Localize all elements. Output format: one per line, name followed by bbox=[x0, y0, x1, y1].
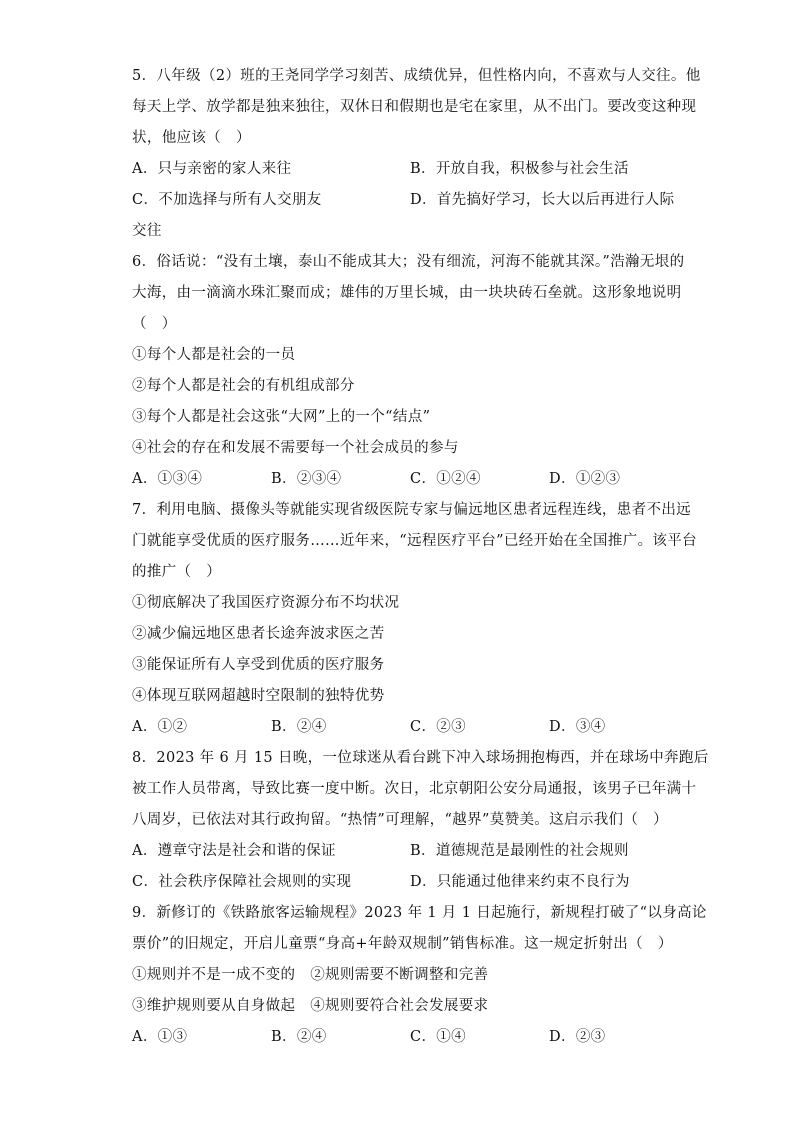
q6-statement-4: ④社会的存在和发展不需要每一个社会成员的参与 bbox=[132, 440, 459, 456]
q9-option-d: D．②③ bbox=[549, 1029, 606, 1045]
q6-stem-line-1: 6．俗话说：“没有土壤，泰山不能成其大；没有细流，河海不能就其深。”浩瀚无垠的 bbox=[132, 254, 685, 270]
q5-option-c: C．不加选择与所有人交朋友 bbox=[132, 192, 322, 208]
q7-option-a: A．①② bbox=[132, 719, 188, 735]
q5-stem-line-1: 5．八年级（2）班的王尧同学学习刻苦、成绩优异，但性格内向，不喜欢与人交往。他 bbox=[132, 68, 701, 84]
q8-stem-line-3: 八周岁，已依法对其行政拘留。“热情”可理解，“越界”莫赞美。这启示我们（ ） bbox=[132, 812, 668, 828]
q6-option-c: C．①②④ bbox=[410, 471, 481, 487]
q7-option-c: C．②③ bbox=[410, 719, 466, 735]
q6-statement-3: ③每个人都是社会这张“大网”上的一个“结点” bbox=[132, 409, 431, 425]
q9-stem-line-1: 9．新修订的《铁路旅客运输规程》2023 年 1 月 1 日起施行，新规程打破了“以身高论 bbox=[132, 905, 707, 921]
q6-option-a: A．①③④ bbox=[132, 471, 203, 487]
q9-statements-3-4: ③维护规则要从自身做起 ④规则要符合社会发展要求 bbox=[132, 998, 489, 1014]
q5-option-b: B．开放自我，积极参与社会生活 bbox=[410, 161, 629, 177]
q5-stem-line-3: 状，他应该（ ） bbox=[132, 130, 251, 146]
q8-option-a: A．遵章守法是社会和谐的保证 bbox=[132, 843, 336, 859]
q6-stem-line-2: 大海，由一滴滴水珠汇聚而成；雄伟的万里长城，由一块块砖石垒就。这形象地说明 bbox=[132, 285, 682, 301]
q6-statement-1: ①每个人都是社会的一员 bbox=[132, 347, 296, 363]
q7-statement-4: ④体现互联网超越时空限制的独特优势 bbox=[132, 688, 385, 704]
q6-stem-line-3: （ ） bbox=[132, 316, 177, 332]
q5-option-a: A．只与亲密的家人来往 bbox=[132, 161, 292, 177]
q7-statement-3: ③能保证所有人享受到优质的医疗服务 bbox=[132, 657, 385, 673]
q7-option-b: B．②④ bbox=[271, 719, 327, 735]
q7-option-d: D．③④ bbox=[549, 719, 606, 735]
q6-option-d: D．①②③ bbox=[549, 471, 621, 487]
q9-option-b: B．②④ bbox=[271, 1029, 327, 1045]
q6-option-b: B．②③④ bbox=[271, 471, 342, 487]
q9-stem-line-2: 票价”的旧规定，开启儿童票“身高+年龄双规制”销售标准。这一规定折射出（ ） bbox=[132, 936, 673, 952]
q7-statement-2: ②减少偏远地区患者长途奔波求医之苦 bbox=[132, 626, 385, 642]
q8-option-b: B．道德规范是最刚性的社会规则 bbox=[410, 843, 629, 859]
q9-option-a: A．①③ bbox=[132, 1029, 188, 1045]
q7-stem-line-1: 7．利用电脑、摄像头等就能实现省级医院专家与偏远地区患者远程连线，患者不出远 bbox=[132, 502, 692, 518]
q7-stem-line-2: 门就能享受优质的医疗服务……近年来，“远程医疗平台”已经开始在全国推广。该平台 bbox=[132, 533, 697, 549]
q9-statements-1-2: ①规则并不是一成不变的 ②规则需要不断调整和完善 bbox=[132, 967, 489, 983]
q5-option-d-continuation: 交往 bbox=[132, 223, 162, 239]
q8-stem-line-2: 被工作人员带离，导致比赛一度中断。次日，北京朝阳公安分局通报，该男子已年满十 bbox=[132, 781, 697, 797]
q8-stem-line-1: 8．2023 年 6 月 15 日晚，一位球迷从看台跳下冲入球场拥抱梅西，并在球场中奔跑后 bbox=[132, 750, 709, 766]
q7-statement-1: ①彻底解决了我国医疗资源分布不均状况 bbox=[132, 595, 400, 611]
q8-option-c: C．社会秩序保障社会规则的实现 bbox=[132, 874, 352, 890]
q8-option-d: D．只能通过他律来约束不良行为 bbox=[410, 874, 630, 890]
q6-statement-2: ②每个人都是社会的有机组成部分 bbox=[132, 378, 355, 394]
q9-option-c: C．①④ bbox=[410, 1029, 466, 1045]
q5-stem-line-2: 每天上学、放学都是独来独往，双休日和假期也是宅在家里，从不出门。要改变这种现 bbox=[132, 99, 697, 115]
q5-option-d: D．首先搞好学习，长大以后再进行人际 bbox=[410, 192, 675, 208]
q7-stem-line-3: 的推广（ ） bbox=[132, 564, 222, 580]
